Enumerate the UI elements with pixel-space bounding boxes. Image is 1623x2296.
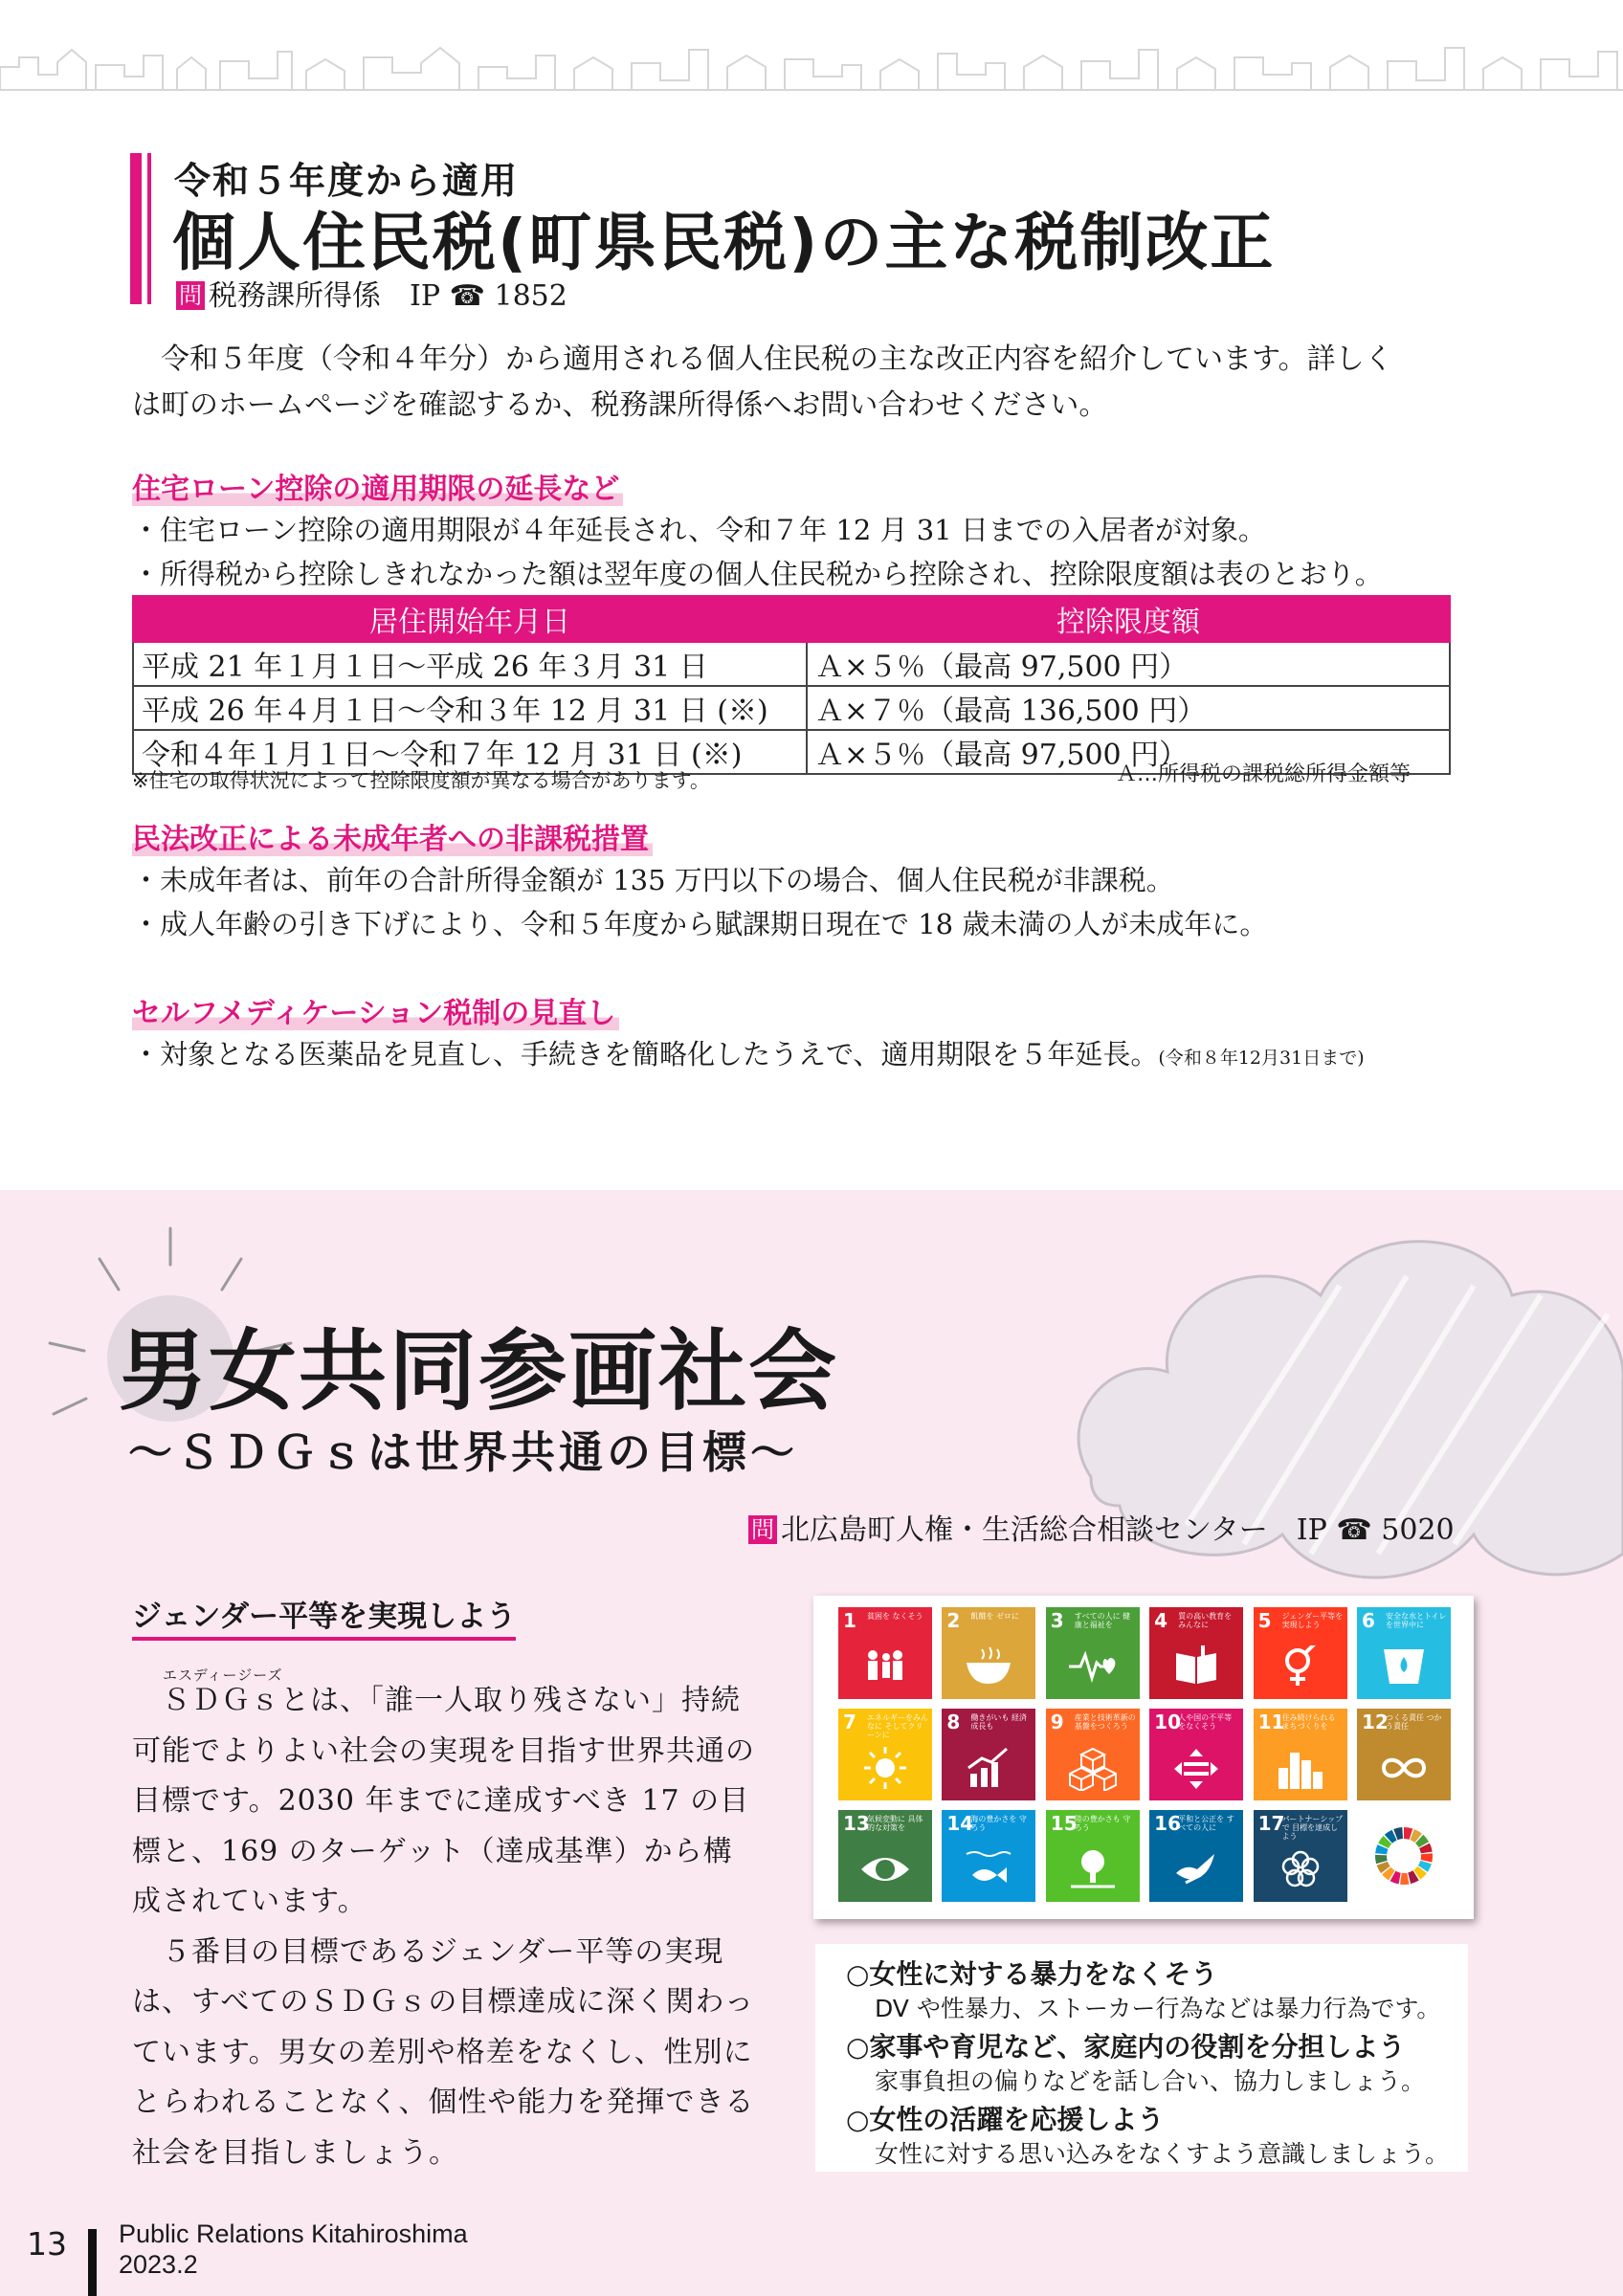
section-heading-minor-tax-exemption: 民法改正による未成年者への非課税措置 [132, 815, 653, 857]
sdg-tile [1254, 1607, 1347, 1699]
table-header-row [133, 596, 1450, 642]
paragraph-line: ＳＤＧｓとは、「誰一人取り残さない」持続 [132, 1684, 741, 1717]
bullet-item: ・成人年齢の引き下げにより、令和５年度から賦課期日現在で 18 歳未満の人が未成年に。 [132, 908, 1268, 940]
bullet-item: ・未成年者は、前年の合計所得金額が 135 万円以下の場合、個人住民税が非課税。 [132, 864, 1174, 896]
sdg-goal-number: 14 [946, 1812, 974, 1835]
body-paragraph [132, 1676, 764, 2178]
article-title: 個人住民税(町県民税)の主な税制改正 [172, 206, 1276, 279]
sdg-goal-number: 15 [1050, 1812, 1078, 1835]
action-point-detail: 家事負担の偏りなどを話し合い、協力しましょう。 [875, 2067, 1426, 2095]
sdg-goal-number: 9 [1050, 1711, 1064, 1733]
paragraph-line: ています。男女の差別や格差をなくし、性別に [132, 2035, 753, 2069]
sdg-tile [1357, 1607, 1451, 1699]
sdg-goal-number: 2 [946, 1609, 961, 1632]
inquiry-mark: 問 [748, 1515, 777, 1544]
table-legend-note: Ａ…所得税の課税総所得金額等 [1116, 762, 1412, 786]
sdg-goal-label: 働きがいも 経済成長も [970, 1713, 1027, 1731]
sdg-goal-number: 16 [1154, 1812, 1182, 1835]
sdg-goal-label: 平和と公正を すべての人に [1178, 1815, 1234, 1832]
sdg-goal-label: 気候変動に 具体的な対策を [867, 1815, 923, 1832]
bullet-note: (令和８年12月31日まで) [1158, 1048, 1365, 1069]
sdg-tile [1046, 1709, 1140, 1800]
sdg-tile [1046, 1810, 1140, 1902]
sdg-tile [1357, 1810, 1451, 1902]
sdg-goal-number: 10 [1154, 1711, 1182, 1733]
eye-globe-icon [861, 1848, 909, 1892]
action-point-heading: ○女性の活躍を応援しよう [846, 2104, 1165, 2135]
paragraph-line: 目標です。2030 年までに達成すべき 17 の目 [132, 1784, 750, 1818]
dove-icon [1172, 1848, 1220, 1892]
footer-divider [88, 2229, 97, 2296]
title-accent-bar-thin [147, 153, 151, 304]
sdg-goal-number: 5 [1257, 1609, 1272, 1632]
paragraph-line: 成されています。 [132, 1885, 367, 1918]
publication-name: Public Relations Kitahiroshima [119, 2219, 468, 2248]
sdg-goal-number: 12 [1361, 1711, 1389, 1733]
table-cell: Ａ×５％（最高 97,500 円） [807, 730, 1450, 774]
sdg-goal-number: 17 [1257, 1812, 1285, 1835]
water-icon [1380, 1645, 1428, 1689]
bowl-icon [965, 1645, 1012, 1689]
page-number: 13 [27, 2225, 67, 2263]
bullet-item: ・所得税から控除しきれなかった額は翌年度の個人住民税から控除され、控除限度額は表のとおり。 [132, 558, 1383, 590]
city-icon [1277, 1747, 1324, 1791]
sdg-goal-label: すべての人に 健康と福祉を [1074, 1612, 1131, 1629]
sdg-goals-grid [838, 1607, 1451, 1902]
gender-icon [1277, 1645, 1324, 1689]
sdg-tile [1254, 1709, 1347, 1800]
article-subtitle: 令和５年度から適用 [174, 160, 520, 202]
sdg-tile [838, 1709, 932, 1800]
cubes-icon [1069, 1747, 1117, 1791]
paragraph-line: 可能でよりよい社会の実現を目指す世界共通の [132, 1733, 755, 1768]
contact-text: 税務課所得係 IP ☎ 1852 [209, 279, 567, 313]
sdg-tile [942, 1810, 1035, 1902]
sdg-goal-label: 質の高い教育を みんなに [1178, 1612, 1233, 1629]
infinity-icon [1380, 1747, 1428, 1791]
table-cell: 平成 26 年４月１日～令和３年 12 月 31 日 (※) [133, 686, 807, 730]
sdg-goal-label: 住み続けられる まちづくりを [1281, 1713, 1336, 1731]
intro-paragraph [132, 337, 1453, 429]
action-point-heading: ○女性に対する暴力をなくそう [846, 1958, 1218, 1990]
sdg-tile [1046, 1607, 1140, 1699]
sdg-tile [1149, 1709, 1243, 1800]
tree-icon [1069, 1848, 1117, 1892]
sdg-goal-label: 海の豊かさを 守ろう [970, 1815, 1027, 1832]
bullet-item: ・住宅ローン控除の適用期限が４年延長され、令和７年 12 月 31 日までの入居者が対象。 [132, 514, 1266, 546]
contact-text: 北広島町人権・生活総合相談センター IP ☎ 5020 [781, 1513, 1455, 1547]
table-cell: Ａ×５％（最高 97,500 円） [807, 642, 1450, 686]
column-header: 控除限度額 [807, 596, 1450, 642]
sdg-tile [1149, 1607, 1243, 1699]
sdg-tile [1254, 1810, 1347, 1902]
title-accent-bar [130, 153, 142, 304]
action-points-box [815, 1944, 1468, 2172]
ruby-annotation: エスディージーズ [163, 1667, 283, 1684]
paragraph-line: とらわれることなく、個性や能力を発揮できる [132, 2086, 755, 2119]
flower-icon [1277, 1848, 1324, 1892]
action-point-detail: 女性に対する思い込みをなくすよう意識しましょう。 [875, 2140, 1450, 2168]
sdg-goal-number: 7 [843, 1711, 856, 1733]
sdg-goal-label: 貧困を なくそう [867, 1612, 923, 1621]
sdg-goal-number: 4 [1154, 1609, 1168, 1632]
equality-icon [1172, 1747, 1220, 1791]
table-row [133, 642, 1450, 686]
contact-info [176, 272, 567, 314]
sdg-goal-number: 6 [1361, 1609, 1375, 1632]
section-heading-self-medication: セルフメディケーション税制の見直し [132, 989, 619, 1031]
sdg-tile [942, 1607, 1035, 1699]
sdg-goals-panel [813, 1596, 1474, 1919]
paragraph-line: ５番目の目標であるジェンダー平等の実現 [132, 1934, 724, 1969]
sdg-goal-label: 安全な水とトイレ を世界中に [1385, 1612, 1447, 1629]
table-footnote: ※住宅の取得状況によって控除限度額が異なる場合があります。 [132, 769, 710, 792]
contact-info [748, 1506, 1455, 1548]
sdg-tile [838, 1607, 932, 1699]
sun-icon [861, 1747, 909, 1791]
fish-icon [965, 1848, 1012, 1892]
intro-line: は町のホームページを確認するか、税務課所得係へお問い合わせください。 [132, 388, 1108, 422]
book-icon [1172, 1645, 1220, 1689]
sdg-goal-label: パートナーシップで 目標を達成しよう [1281, 1815, 1344, 1841]
inquiry-mark: 問 [176, 281, 205, 310]
sdg-tile [838, 1810, 932, 1902]
sdg-goal-number: 3 [1050, 1609, 1064, 1632]
issue-date: 2023.2 [119, 2250, 198, 2279]
table-cell: Ａ×７％（最高 136,500 円） [807, 686, 1450, 730]
sdg-wheel-icon [1357, 1810, 1451, 1902]
sdg-tile [942, 1709, 1035, 1800]
sdg-goal-label: 飢餓を ゼロに [970, 1612, 1019, 1621]
growth-chart-icon [965, 1747, 1012, 1791]
sdg-goal-label: つくる責任 つかう責任 [1385, 1713, 1442, 1731]
sdg-goal-label: 人や国の不平等 をなくそう [1178, 1713, 1233, 1731]
bullet-item: ・対象となる医薬品を見直し、手続きを簡略化したうえで、適用期限を５年延長。(令和８年12月31日まで) [132, 1038, 1365, 1071]
article-title: 男女共同参画社会 [119, 1320, 839, 1423]
action-point-heading: ○家事や育児など、家庭内の役割を分担しよう [846, 2031, 1406, 2063]
sdg-tile [1149, 1810, 1243, 1902]
sdg-goal-label: ジェンダー平等を 実現しよう [1281, 1612, 1344, 1629]
people-icon [861, 1645, 909, 1689]
heartbeat-icon [1069, 1645, 1117, 1689]
paragraph-line: 社会を目指しましょう。 [132, 2135, 458, 2170]
table-cell: 平成 21 年１月１日～平成 26 年３月 31 日 [133, 642, 807, 686]
sdg-tile [1357, 1709, 1451, 1800]
sdg-goal-number: 1 [843, 1609, 856, 1632]
table-row [133, 686, 1450, 730]
paragraph-line: は、すべてのＳＤＧｓの目標達成に深く関わっ [132, 1985, 755, 2019]
table-cell: 令和４年１月１日～令和７年 12 月 31 日 (※) [133, 730, 807, 774]
sdg-goal-number: 11 [1257, 1711, 1285, 1733]
paragraph-line: 標と、169 のターゲット（達成基準）から構 [132, 1834, 733, 1868]
skyline-decoration [0, 38, 1623, 91]
sdg-goal-label: 陸の豊かさも 守ろう [1074, 1815, 1131, 1832]
intro-line: 令和５年度（令和４年分）から適用される個人住民税の主な改正内容を紹介しています。詳しく [161, 342, 1393, 376]
sdg-goal-label: 産業と技術革新の 基盤をつくろう [1074, 1713, 1136, 1731]
sdg-goal-number: 8 [946, 1711, 961, 1733]
sdg-goal-label: エネルギーをみんなに そしてクリーンに [867, 1713, 928, 1739]
action-point-detail: DV や性暴力、ストーカー行為などは暴力行為です。 [875, 1995, 1441, 2022]
deduction-table [132, 595, 1451, 775]
section-heading-housing-loan: 住宅ローン控除の適用期限の延長など [132, 465, 623, 507]
sdg-goal-number: 13 [843, 1812, 870, 1835]
column-header: 居住開始年月日 [133, 596, 807, 642]
column-heading: ジェンダー平等を実現しよう [132, 1592, 516, 1641]
article-subtitle: ～ＳＤＧｓは世界共通の目標～ [128, 1426, 798, 1478]
